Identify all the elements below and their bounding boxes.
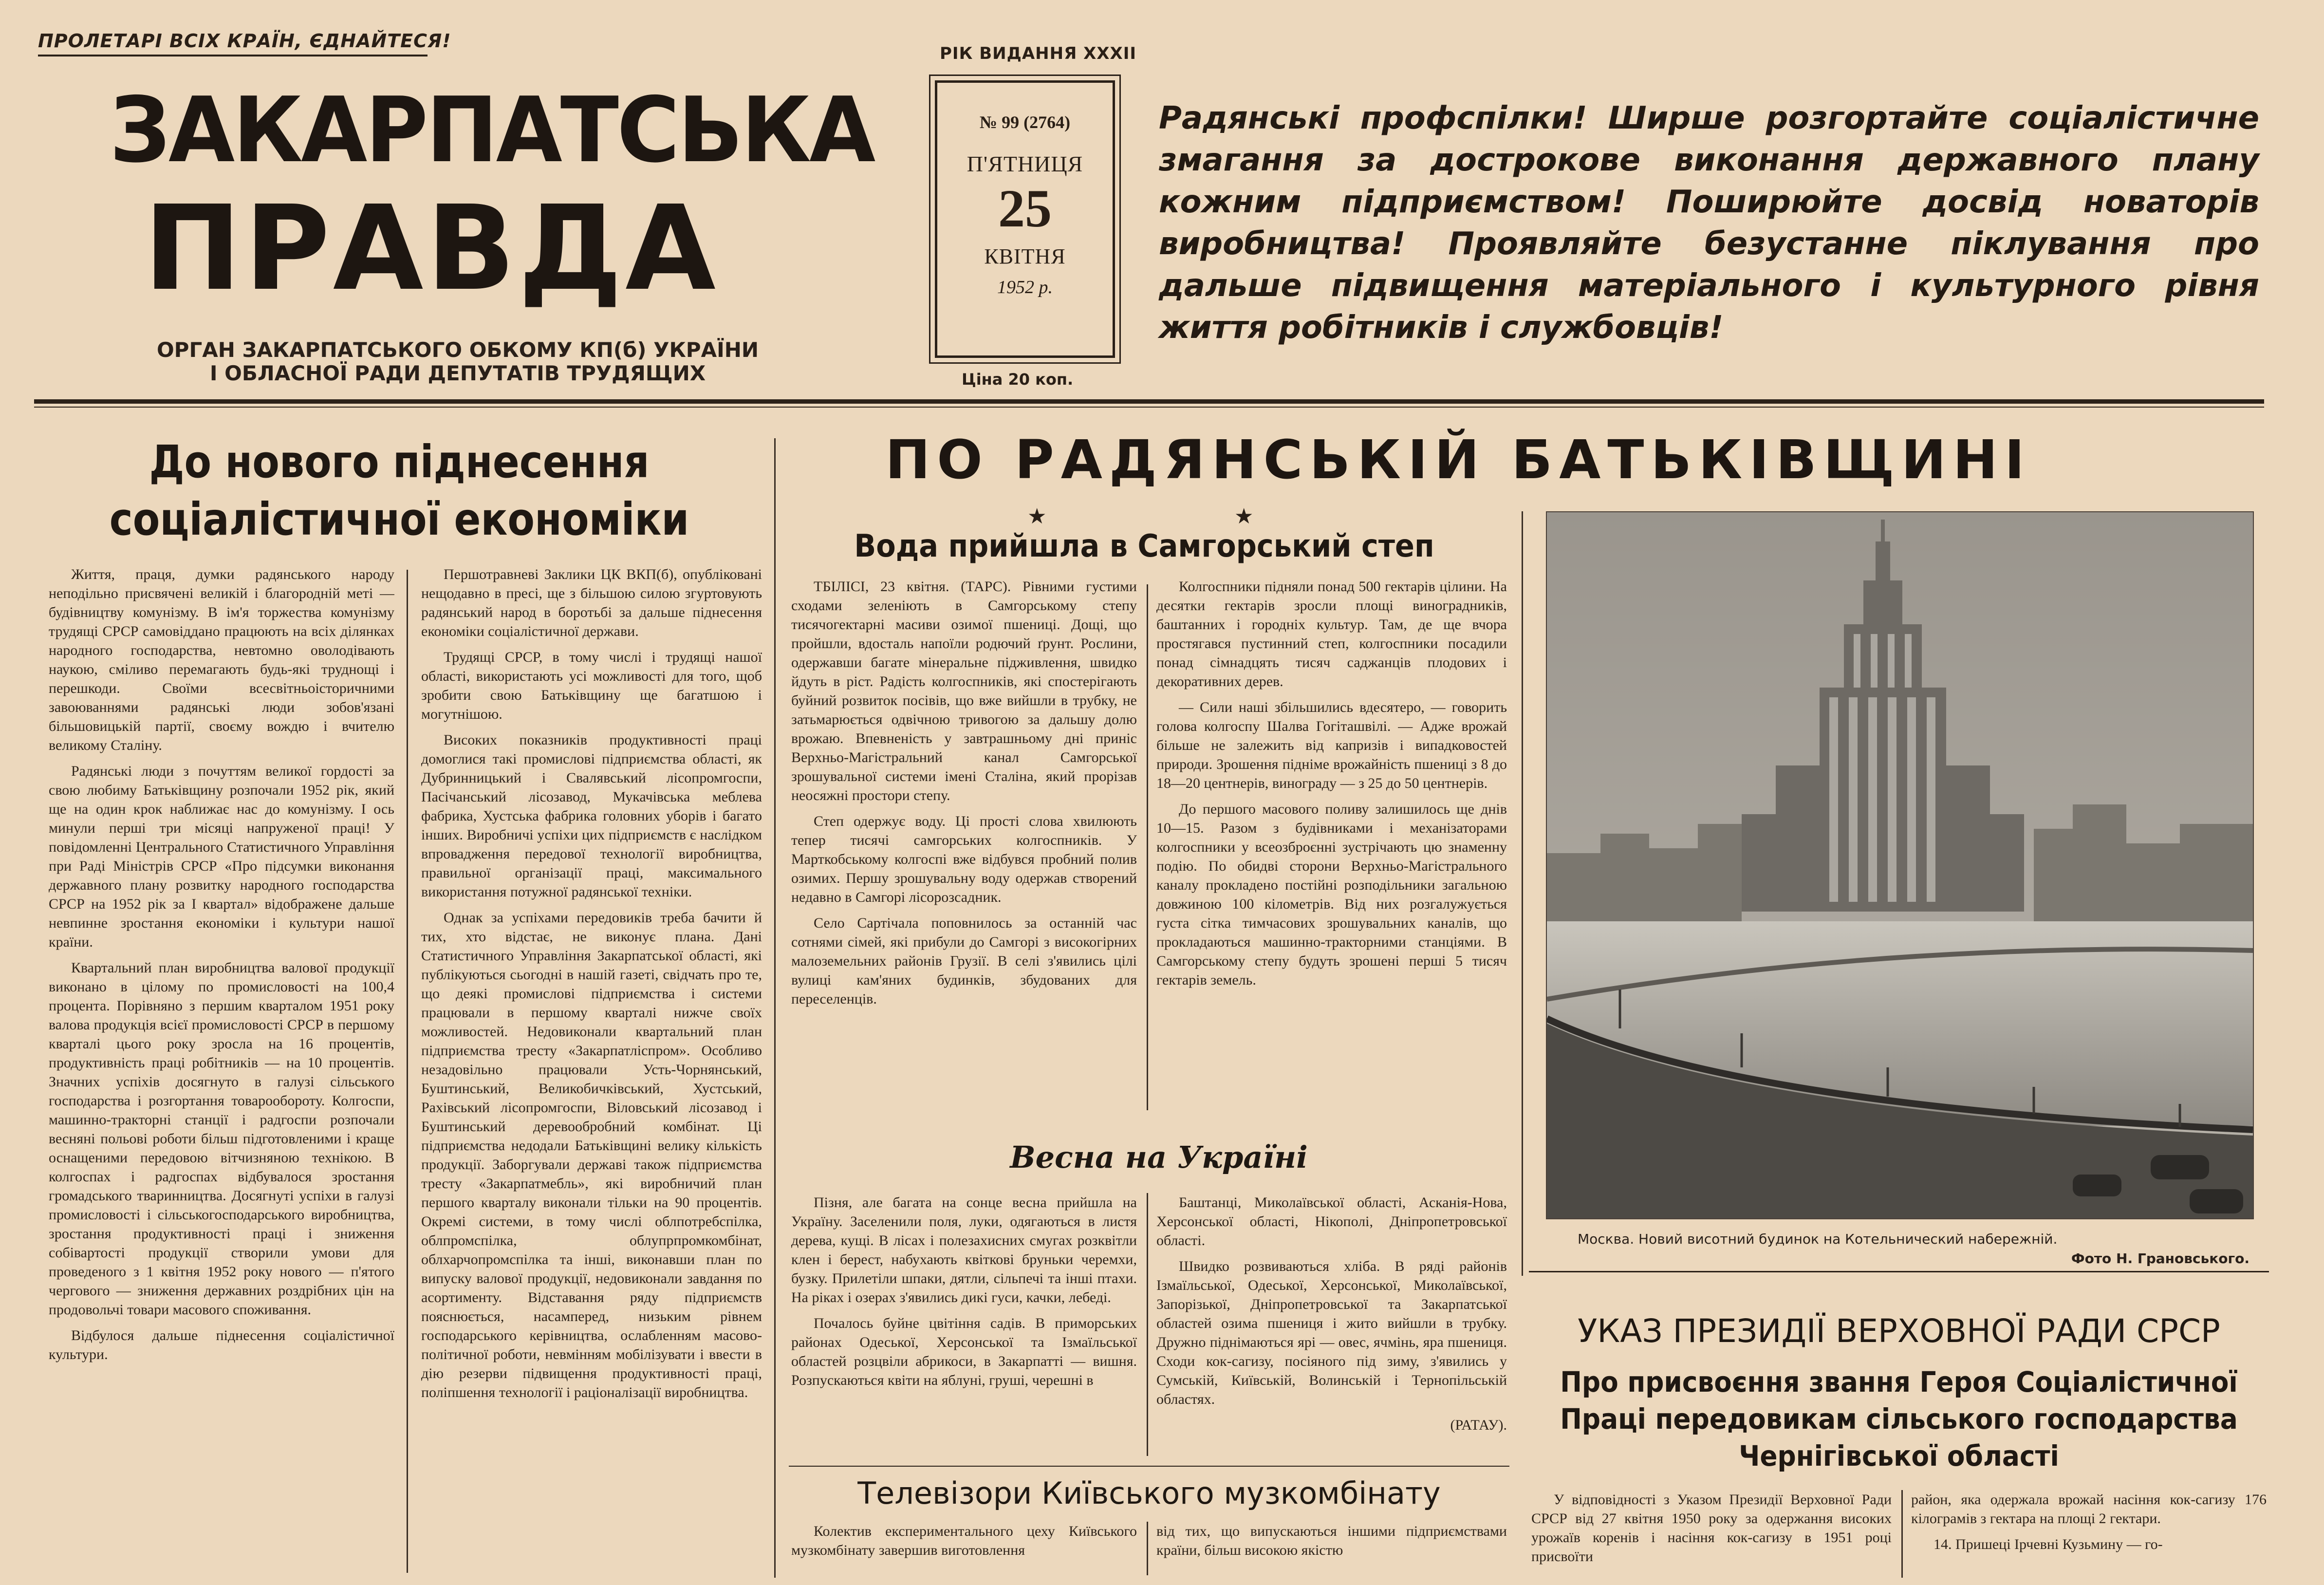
header-rule [34, 399, 2264, 404]
article-3-column-1 [791, 1522, 1137, 1575]
article-3-column-2 [1156, 1522, 1507, 1575]
column-divider [1147, 1522, 1148, 1575]
organ-line-2: І ОБЛАСНОЇ РАДИ ДЕПУТАТІВ ТРУДЯЩИХ [209, 361, 706, 385]
section-title: ПО РАДЯНСЬКІЙ БАТЬКІВЩИНІ [885, 429, 2031, 491]
paragraph: ТБІЛІСІ, 23 квітня. (ТАРС). Рівними густими сходами зеленіють в Самгорському степу тисячогектарні масиви озимої пшениці. Дощі, що пройшли, вдосталь напоїли родючий ґрунт. Рослини, одержавши багате мінеральне підживлення, швидко йдуть в ріст. Радість колгоспників, які спостерігають буйний розвиток посівів, що вже вийшли в трубку, не затьмарюється одвічною тривогою за дальшу долю врожаю. Впевненість у завтрашньому дні приніс Верхньо-Магістральний канал Самгорської зрошувальної системи імені Сталіна, який прорізав неосяжні простори степу. [791, 578, 1137, 803]
paragraph: Баштанці, Миколаївської області, Асканія-Нова, Херсонської області, Нікополі, Дніпропетровської області. [1156, 1194, 1507, 1249]
photo-credit: Фото Н. Грановського. [2071, 1250, 2250, 1267]
editorial-column-2 [421, 565, 762, 1578]
column-divider [407, 570, 408, 1573]
editorial-column-1 [49, 565, 394, 1578]
article-1-title: Вода прийшла в Самгорський степ [854, 528, 1434, 564]
article-1-column-1 [791, 577, 1137, 1118]
issue-year: 1952 р. [997, 277, 1053, 298]
column-divider [1901, 1490, 1903, 1578]
section-divider [1522, 511, 1523, 1276]
article-2-title: Весна на Україні [1010, 1139, 1308, 1175]
photo-caption-block [1578, 1230, 2250, 1268]
slogan-underline [38, 55, 428, 56]
paragraph: Село Сартічала поповнилось за останній час сотнями сімей, які прибули до Самгорі з високогірних малоземельних районів Грузії. В селі з'явились цілі вулиці кам'яних будинків, збудованих для переселенців. [791, 915, 1137, 1007]
slogan-right: Радянські профспілки! Ширше розгортайте соціалістичне змагання за дострокове виконання державного плану кожним підприємством! Поширюйте досвід новаторів виробництва! Проявляйте безустанне піклування про дальше підвищення матеріального і культурного рівня життя робітників і службовців! [1159, 100, 2259, 346]
column-divider [1147, 1193, 1148, 1456]
photo-illustration [1547, 512, 2253, 1218]
star-icon: ★ [1027, 504, 1047, 529]
editorial-title-line-1: До нового піднесення [149, 436, 650, 488]
editorial-title-line-2: соціалістичної економіки [109, 493, 689, 545]
decree-column-1 [1531, 1490, 1892, 1578]
paragraph: 14. Пришеці Ірчевні Кузьмину — го- [1934, 1536, 2163, 1552]
paragraph: Трудящі СРСР, в тому числі і трудящі нашої області, використають усі можливості для того, щоб зробити свою Батьківщину ще багатшою і могутнішою. [421, 649, 762, 722]
star-icon: ★ [1234, 504, 1254, 529]
issue-day: 25 [998, 179, 1052, 238]
editorial-title [91, 433, 707, 548]
organ-subtitle [146, 338, 769, 385]
paragraph: район, яка одержала врожай насіння кок-сагизу 176 кілограмів з гектара на площі 2 гектари. [1911, 1492, 2267, 1527]
paragraph: Пізня, але багата на сонце весна прийшла на Україну. Заселенили поля, луки, одягаються в листя дерева, кущі. В лісах і полезахисних смугах розквітли клен і берест, набухають квіткові бруньки черемхи, бузку. Прилетіли шпаки, дятли, сільпечі та інші птахи. На ріках і озерах з'явились дикі гуси, качки, лебеді. [791, 1194, 1137, 1305]
paragraph: Життя, праця, думки радянського народу неподільно присвячені великій і благородній меті — будівництву комунізму. В ім'я торжества комунізму трудящі СРСР самовіддано працюють на всіх ділянках народного господарства, невтомно оволодівають наукою, сміливо перемагають будь-які труднощі і перешкоди. Своїми всесвітньоісторичними завоюваннями радянські люди зобов'язані більшовицькій партії, своєму вождю і вчителю великому Сталіну. [49, 566, 394, 753]
paragraph: (РАТАУ). [1450, 1417, 1507, 1433]
photo-caption: Москва. Новий висотний будинок на Котельнический набережній. [1578, 1231, 2058, 1247]
section-divider [774, 438, 776, 1578]
issue-month: КВІТНЯ [984, 244, 1066, 268]
paragraph: Степ одержує воду. Ці прості слова хвилюють тепер тисячі самгорських колгоспників. У Марткобському колгоспі вже відбувся пробний полив озимих. Першу зрошувальну воду одержав створений недавно в Самгорі лісорозсадник. [791, 813, 1137, 905]
column-divider [1147, 584, 1148, 1110]
header-rule-thin [34, 407, 2264, 408]
decree-top-rule [1529, 1271, 2269, 1272]
paragraph: Першотравневі Заклики ЦК ВКП(б), опубліковані нещодавно в пресі, ще з більшою силою згуртовують радянський народ в боротьбі за дальше піднесення економіки соціалістичної держави. [421, 566, 762, 639]
decree-title: УКАЗ ПРЕЗИДІЇ ВЕРХОВНОЇ РАДИ СРСР [1578, 1312, 2220, 1350]
article-2-column-2 [1156, 1193, 1507, 1456]
paragraph: Швидко розвиваються хліба. В ряді районів Ізмаїльської, Одеської, Херсонської, Миколаївської, Запорізької, Дніпропетровської та Закарпатської областей озима пшениця і жито вийшли в трубку. Дружно піднімаються ярі — овес, ячмінь, яра пшениця. Сходи кок-сагизу, посіяного під зиму, з'явились у Сумській, Київській, Волинській і Тернопільській областях. [1156, 1258, 1507, 1407]
paragraph: Високих показників продуктивності праці домоглися такі промислові підприємства області, як Дубринницький і Свалявський лісопромгоспи, Пасічанський лісозавод, Мукачівська меблева фабрика, Хустська фабрика головних уборів і багато інших. Виробничі успіхи цих підприємств є наслідком впровадження передової технології виробництва, правильної організації праці, максимального використання потужної радянської техніки. [421, 732, 762, 900]
paragraph: Почалось буйне цвітіння садів. В приморських районах Одеської, Херсонської та Ізмаїльської областей розцвіли абрикоси, в Закарпатті — вишня. Розпускаються квіти на яблуні, груші, черешні в [791, 1315, 1137, 1388]
decree-column-2 [1911, 1490, 2267, 1578]
article-1-column-2 [1156, 577, 1507, 1118]
paragraph: До першого масового поливу залишилось ще днів 10—15. Разом з будівниками і механізаторами колгоспники у всеозброєнні зустрічають цю знаменну подію. По обидві сторони Верхньо-Магістрального каналу прокладено постійні розподільники загальною довжиною 100 кілометрів. Від них розгалужується густа сітка тимчасових зрошувальних каналів, що прокладаються машинно-тракторними станціями. В Самгорському степу будуть зрошені перші 5 тисяч гектарів земель. [1156, 801, 1507, 988]
paragraph: — Сили наші збільшились вдесятеро, — говорить голова колгоспу Шалва Гогіташвілі. — Адже врожай більше не залежить від капризів і випадковостей природи. Зрошення підніме врожайність пшениці з 8 до 18—20 центнерів, винограду — з 25 до 50 центнерів. [1156, 699, 1507, 791]
issue-number: № 99 (2764) [979, 112, 1071, 132]
article-2-column-1 [791, 1193, 1137, 1456]
issue-weekday: П'ЯТНИЦЯ [967, 151, 1083, 176]
article-divider [789, 1466, 1509, 1467]
paragraph: Колгоспники підняли понад 500 гектарів цілини. На десятки гектарів зросли площі виноградників, баштанних і городніх культур. Там, де ще вчора простягався пустинний степ, колгоспники посадили понад сімнадцять тисяч саджанців плодових і декоративних дерев. [1156, 578, 1507, 690]
paragraph: Однак за успіхами передовиків треба бачити й тих, хто відстає, не виконує плана. Дані Статистичного Управління Закарпатської області, які публікуються сьогодні в нашій газеті, свідчать про те, що деякі промислові підприємства і системи працювали в першому кварталі нижче своїх можливостей. Недовиконали квартальний план підприємства тресту «Закарпатліспром». Особливо незадовільно працювали Усть-Чорнянський, Буштинський, Великобичківський, Хустський, Рахівський лісопромгоспи, Віловський лісозавод і Буштинський деревообробний комбінат. Ці підприємства недодали Батьківщині велику кількість продукції. Заборгували державі також підприємства тресту «Закарпатмебль», які виробничий план першого кварталу виконали тільки на 90 процентів. Окремі системи, в тому числі облпотребспілка, облпромспілка, облупрпромкомбінат, облхарчопромспілка та інші, виконавши план по випуску валової продукції, недовиконали завдання по асортименту. Відставання ряду підприємств пояснюється, насамперед, низьким рівнем господарського керівництва, ослабленням масово-політичної роботи, невмінням мобілізувати і ввести в дію резерви підвищення продуктивності праці, поліпшення технології і раціоналізації виробництва. [421, 910, 762, 1400]
paragraph: Колектив експериментального цеху Київського музкомбінату завершив виготовлення [791, 1523, 1137, 1558]
paragraph: Радянські люди з почуттям великої гордості за свою любиму Батьківщину розпочали 1952 рік, який ще на один крок наближає нас до комунізму. І ось минули перші три місяці напруженої праці! У повідомленні Центрального Статистичного Управління при Раді Міністрів СРСР «Про підсумки виконання державного плану розвитку народного господарства СРСР на 1952 рік за І квартал» відображене дальше невпинне зростання економіки і культури нашої країни. [49, 763, 394, 950]
slogan-top: ПРОЛЕТАРІ ВСІХ КРАЇН, ЄДНАЙТЕСЯ! [38, 30, 451, 52]
organ-line-1: ОРГАН ЗАКАРПАТСЬКОГО ОБКОМУ КП(б) УКРАЇНИ [156, 338, 759, 362]
moscow-skyscraper-photo [1546, 511, 2254, 1219]
article-3-title: Телевізори Київського музкомбінату [857, 1475, 1441, 1511]
issue-box [935, 80, 1115, 358]
paragraph: Відбулося дальше піднесення соціалістичної культури. [49, 1327, 394, 1362]
masthead-line-2: ПРАВДА [144, 180, 719, 317]
decree-subtitle: Про присвоєння звання Героя Соціалістичної Праці передовикам сільського господарства Чернігівської області [1560, 1365, 2238, 1473]
paragraph: Квартальний план виробництва валової продукції виконано в цілому по промисловості на 100,4 процента. Порівняно з першим кварталом 1951 року валова продукція всієї промисловості СРСР в першому кварталі цього року зросла на 16 процентів, продуктивність праці робітників — на 10 процентів. Значних успіхів досягнуто в галузі сільського господарства і розгортання товарообороту. Колгоспи, машинно-тракторні станції і радгоспи розпочали весняні польові роботи більш підготовленими і краще оснащеними передовою вітчизняною технікою. В колгоспах і радгоспах відбувалося зростання громадського тваринництва. Досягнуті успіхи в галузі промисловості і сільськогосподарського виробництва, зростання продуктивності праці і зниження собівартості продукції створили умови для проведеного з 1 квітня 1952 року нового — п'ятого чергового — зниження державних роздрібних цін на продовольчі товари масового споживання. [49, 960, 394, 1318]
masthead-line-1: ЗАКАРПАТСЬКА [110, 77, 874, 183]
paragraph: У відповідності з Указом Президії Верховної Ради СРСР від 27 квітня 1950 року за одержання високих урожаїв коренів і насіння кок-сагизу в 1951 році присвоїти [1531, 1492, 1892, 1565]
year-of-edition: РІК ВИДАННЯ XXXII [940, 44, 1137, 63]
price: Ціна 20 коп. [962, 370, 1074, 389]
paragraph: від тих, що випускаються іншими підприємствами країни, більш високою якістю [1156, 1523, 1507, 1558]
